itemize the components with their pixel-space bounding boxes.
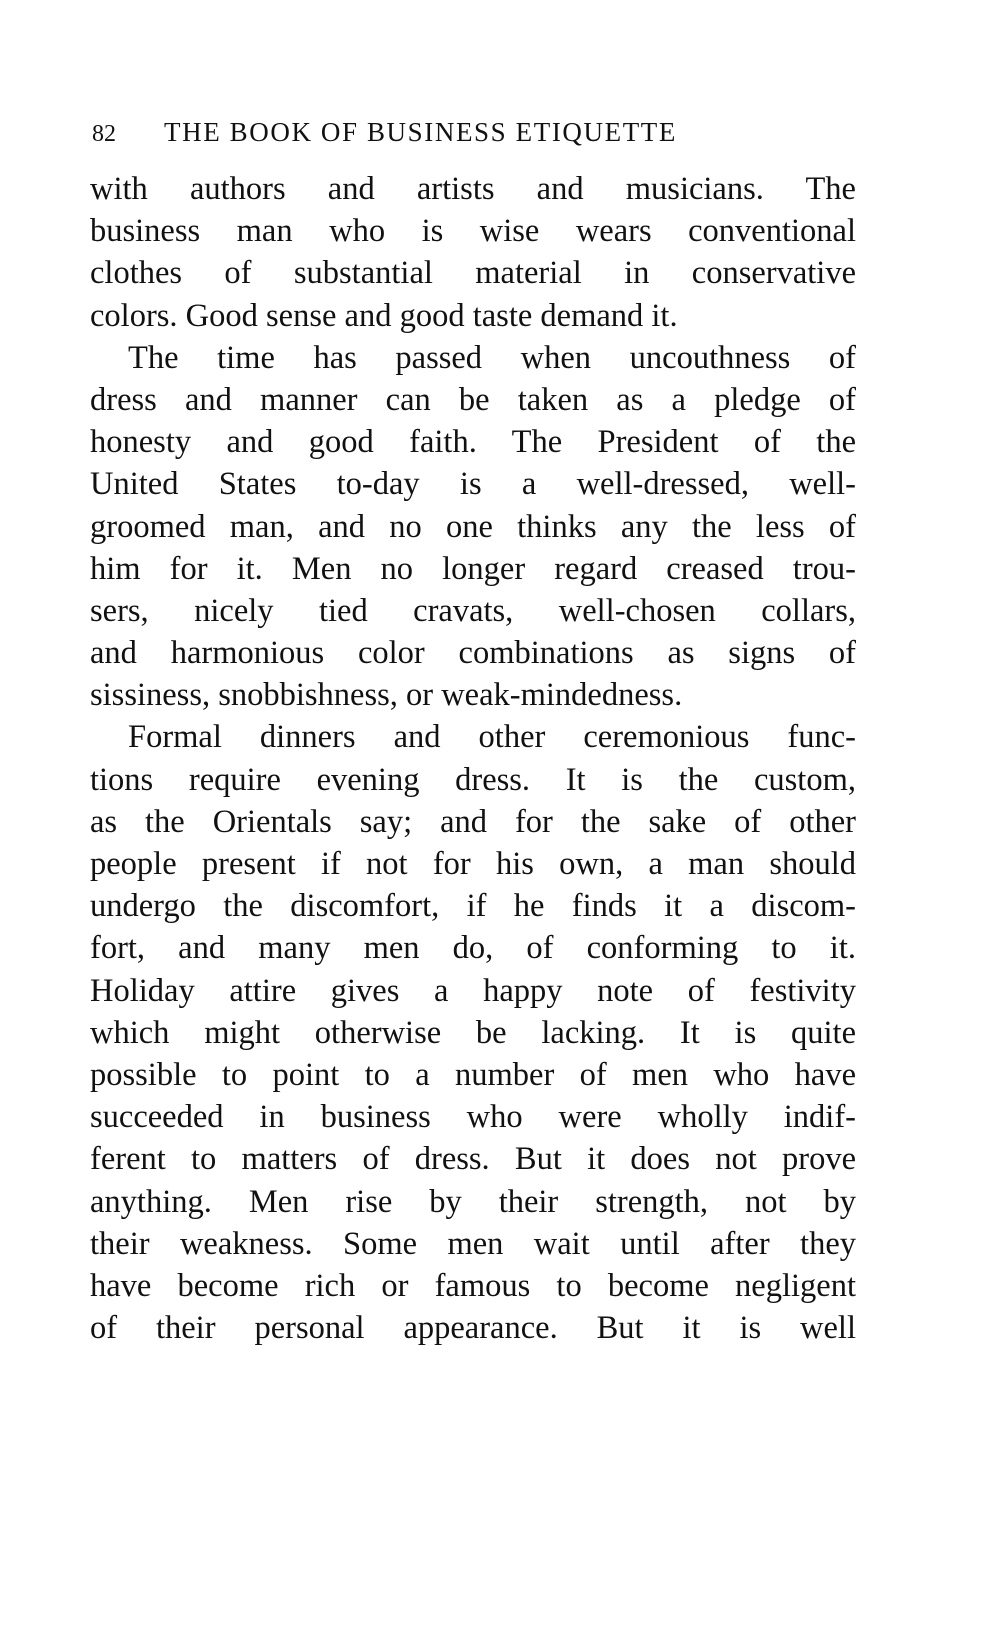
- text-line: and harmonious color combinations as signs of: [90, 635, 856, 672]
- text-line: clothes of substantial material in conservative: [90, 255, 856, 292]
- text-line: ferent to matters of dress. But it does not prove: [90, 1141, 856, 1178]
- text-line: possible to point to a number of men who have: [90, 1056, 856, 1093]
- text-line: undergo the discomfort, if he finds it a discom-: [90, 888, 856, 925]
- text-line: people present if not for his own, a man should: [90, 846, 856, 882]
- text-line: sers, nicely tied cravats, well-chosen collars,: [90, 592, 856, 629]
- text-line: fort, and many men do, of conforming to it.: [90, 930, 856, 967]
- text-line: of their personal appearance. But it is well: [90, 1310, 856, 1347]
- text-line: which might otherwise be lacking. It is quite: [90, 1014, 856, 1051]
- paragraph-2: [90, 337, 856, 717]
- text-line: sissiness, snobbishness, or weak-mindedness.: [90, 677, 683, 714]
- running-title: THE BOOK OF BUSINESS ETIQUETTE: [164, 117, 677, 147]
- text-line: dress and manner can be taken as a pledge of: [90, 381, 856, 418]
- text-line: their weakness. Some men wait until after they: [90, 1225, 856, 1262]
- text-line: tions require evening dress. It is the custom,: [90, 761, 856, 798]
- text-line: succeeded in business who were wholly indif-: [90, 1099, 856, 1136]
- running-head: [92, 114, 872, 150]
- text-line: as the Orientals say; and for the sake of other: [90, 803, 856, 840]
- text-line: groomed man, and no one thinks any the less of: [90, 508, 856, 545]
- text-line: honesty and good faith. The President of the: [90, 424, 856, 461]
- text-line: United States to-day is a well-dressed, well-: [90, 466, 856, 503]
- text-line: colors. Good sense and good taste demand it.: [90, 297, 678, 334]
- text-line: with authors and artists and musicians. The: [90, 171, 856, 207]
- text-line: Formal dinners and other ceremonious func-: [128, 719, 856, 756]
- text-line: The time has passed when uncouthness of: [128, 339, 856, 376]
- text-line: him for it. Men no longer regard creased trou-: [90, 550, 856, 587]
- text-line: business man who is wise wears conventional: [90, 213, 856, 250]
- text-line: Holiday attire gives a happy note of festivity: [90, 972, 856, 1009]
- paragraph-1: [90, 168, 856, 337]
- page-number: 82: [92, 121, 116, 147]
- text-line: have become rich or famous to become negligent: [90, 1267, 856, 1304]
- paragraph-3: [90, 716, 856, 1349]
- text-line: anything. Men rise by their strength, not by: [90, 1183, 856, 1220]
- body-text: [90, 168, 856, 1349]
